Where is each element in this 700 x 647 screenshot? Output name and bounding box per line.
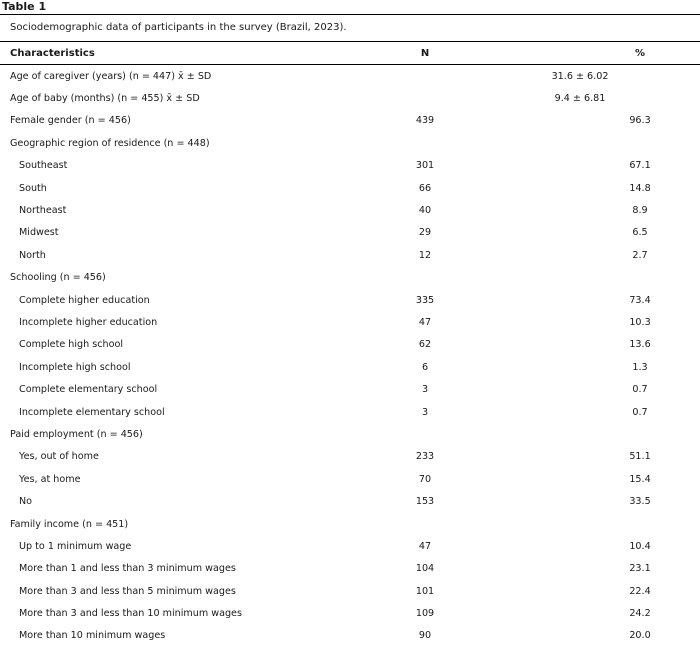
- row-percent: 15.4: [629, 473, 651, 485]
- table-row: [0, 423, 700, 445]
- row-percent: [470, 513, 700, 535]
- row-percent: 2.7: [632, 249, 648, 261]
- row-n: 47: [418, 316, 432, 328]
- table-row: [0, 580, 700, 602]
- row-label: More than 10 minimum wages: [19, 630, 166, 642]
- header-n: N: [380, 42, 470, 65]
- row-label: Up to 1 minimum wage: [19, 540, 132, 552]
- table-row: [0, 378, 700, 400]
- table-row: [0, 490, 700, 512]
- table-row: [0, 602, 700, 624]
- row-percent: 23.1: [629, 563, 651, 575]
- table-row: [0, 132, 700, 154]
- row-percent: 0.7: [632, 384, 648, 396]
- table-row: [0, 155, 700, 177]
- row-label: Family income (n = 451): [10, 518, 129, 530]
- row-percent: 1.3: [632, 361, 648, 373]
- row-n: 40: [418, 205, 432, 217]
- row-percent: 20.0: [629, 630, 651, 642]
- row-n: 439: [415, 115, 435, 127]
- table-row: [0, 535, 700, 557]
- row-n: [380, 132, 470, 154]
- table-caption: Sociodemographic data of participants in the survey (Brazil, 2023).: [0, 15, 700, 42]
- table-row: [0, 65, 700, 88]
- row-n: 3: [421, 406, 429, 418]
- table-row: [0, 558, 700, 580]
- row-percent: 67.1: [629, 160, 651, 172]
- row-mean-sd: 31.6 ± 6.02: [551, 70, 609, 82]
- row-label: Yes, out of home: [19, 451, 99, 463]
- row-n: 153: [415, 496, 435, 508]
- table-label: Table 1: [0, 0, 700, 15]
- row-n: 47: [418, 540, 432, 552]
- row-percent: 24.2: [629, 608, 651, 620]
- row-label: More than 1 and less than 3 minimum wages: [19, 563, 236, 575]
- row-label: Midwest: [19, 227, 59, 239]
- table-row: [0, 87, 700, 109]
- row-percent: [470, 132, 700, 154]
- row-n: 109: [415, 608, 435, 620]
- row-percent: 33.5: [629, 496, 651, 508]
- table-row: [0, 334, 700, 356]
- row-label: Age of baby (months) (n = 455) x̄ ± SD: [10, 93, 200, 105]
- row-n: [380, 513, 470, 535]
- row-percent: 73.4: [629, 294, 651, 306]
- row-label: Schooling (n = 456): [10, 272, 106, 284]
- table-row: [0, 401, 700, 423]
- table-row: [0, 289, 700, 311]
- row-label: Paid employment (n = 456): [10, 428, 143, 440]
- row-n: 233: [415, 451, 435, 463]
- sociodemographic-table: [0, 42, 700, 647]
- row-n: 12: [418, 249, 432, 261]
- table-row: [0, 446, 700, 468]
- row-percent: 13.6: [629, 339, 651, 351]
- row-n: 301: [415, 160, 435, 172]
- row-label: Incomplete higher education: [19, 316, 158, 328]
- row-label: No: [19, 496, 33, 508]
- row-n: 101: [415, 585, 435, 597]
- row-percent: 22.4: [629, 585, 651, 597]
- table-row: [0, 513, 700, 535]
- row-n: 3: [421, 384, 429, 396]
- row-percent: 6.5: [632, 227, 648, 239]
- row-label: More than 3 and less than 5 minimum wages: [19, 585, 236, 597]
- table-row: [0, 177, 700, 199]
- row-label: Complete elementary school: [19, 384, 158, 396]
- row-n: 70: [418, 473, 432, 485]
- table-row: [0, 110, 700, 132]
- row-mean-sd: 9.4 ± 6.81: [554, 93, 606, 105]
- row-label: Female gender (n = 456): [10, 115, 131, 127]
- row-n: 62: [418, 339, 432, 351]
- table-row: [0, 311, 700, 333]
- table-row: [0, 199, 700, 221]
- row-label: Southeast: [19, 160, 68, 172]
- row-percent: 96.3: [629, 115, 651, 127]
- row-label: Yes, at home: [19, 473, 81, 485]
- row-label: South: [19, 182, 47, 194]
- row-label: Incomplete high school: [19, 361, 131, 373]
- row-n: 90: [418, 630, 432, 642]
- header-percent: %: [470, 42, 700, 65]
- row-percent: 14.8: [629, 182, 651, 194]
- row-label: North: [19, 249, 46, 261]
- row-n: 29: [418, 227, 432, 239]
- row-percent: [470, 423, 700, 445]
- header-characteristics: Characteristics: [0, 42, 380, 65]
- table-row: [0, 468, 700, 490]
- row-label: Complete high school: [19, 339, 124, 351]
- row-n: [380, 423, 470, 445]
- row-percent: 8.9: [632, 205, 648, 217]
- table-row: [0, 267, 700, 289]
- row-percent: 10.3: [629, 316, 651, 328]
- row-n: [380, 267, 470, 289]
- row-label: Northeast: [19, 205, 67, 217]
- row-label: More than 3 and less than 10 minimum wages: [19, 608, 242, 620]
- header-row: [0, 42, 700, 65]
- row-label: Geographic region of residence (n = 448): [10, 137, 210, 149]
- row-label: Complete higher education: [19, 294, 150, 306]
- table-body: [0, 65, 700, 647]
- row-n: 104: [415, 563, 435, 575]
- row-n: 66: [418, 182, 432, 194]
- row-label: Incomplete elementary school: [19, 406, 165, 418]
- row-percent: 51.1: [629, 451, 651, 463]
- table-row: [0, 356, 700, 378]
- row-label: Age of caregiver (years) (n = 447) x̄ ± SD: [10, 70, 212, 82]
- row-n: 335: [415, 294, 435, 306]
- row-n: 6: [421, 361, 429, 373]
- table-row: [0, 222, 700, 244]
- row-percent: [470, 267, 700, 289]
- table-row: [0, 625, 700, 647]
- row-percent: 0.7: [632, 406, 648, 418]
- table-row: [0, 244, 700, 266]
- row-percent: 10.4: [629, 540, 651, 552]
